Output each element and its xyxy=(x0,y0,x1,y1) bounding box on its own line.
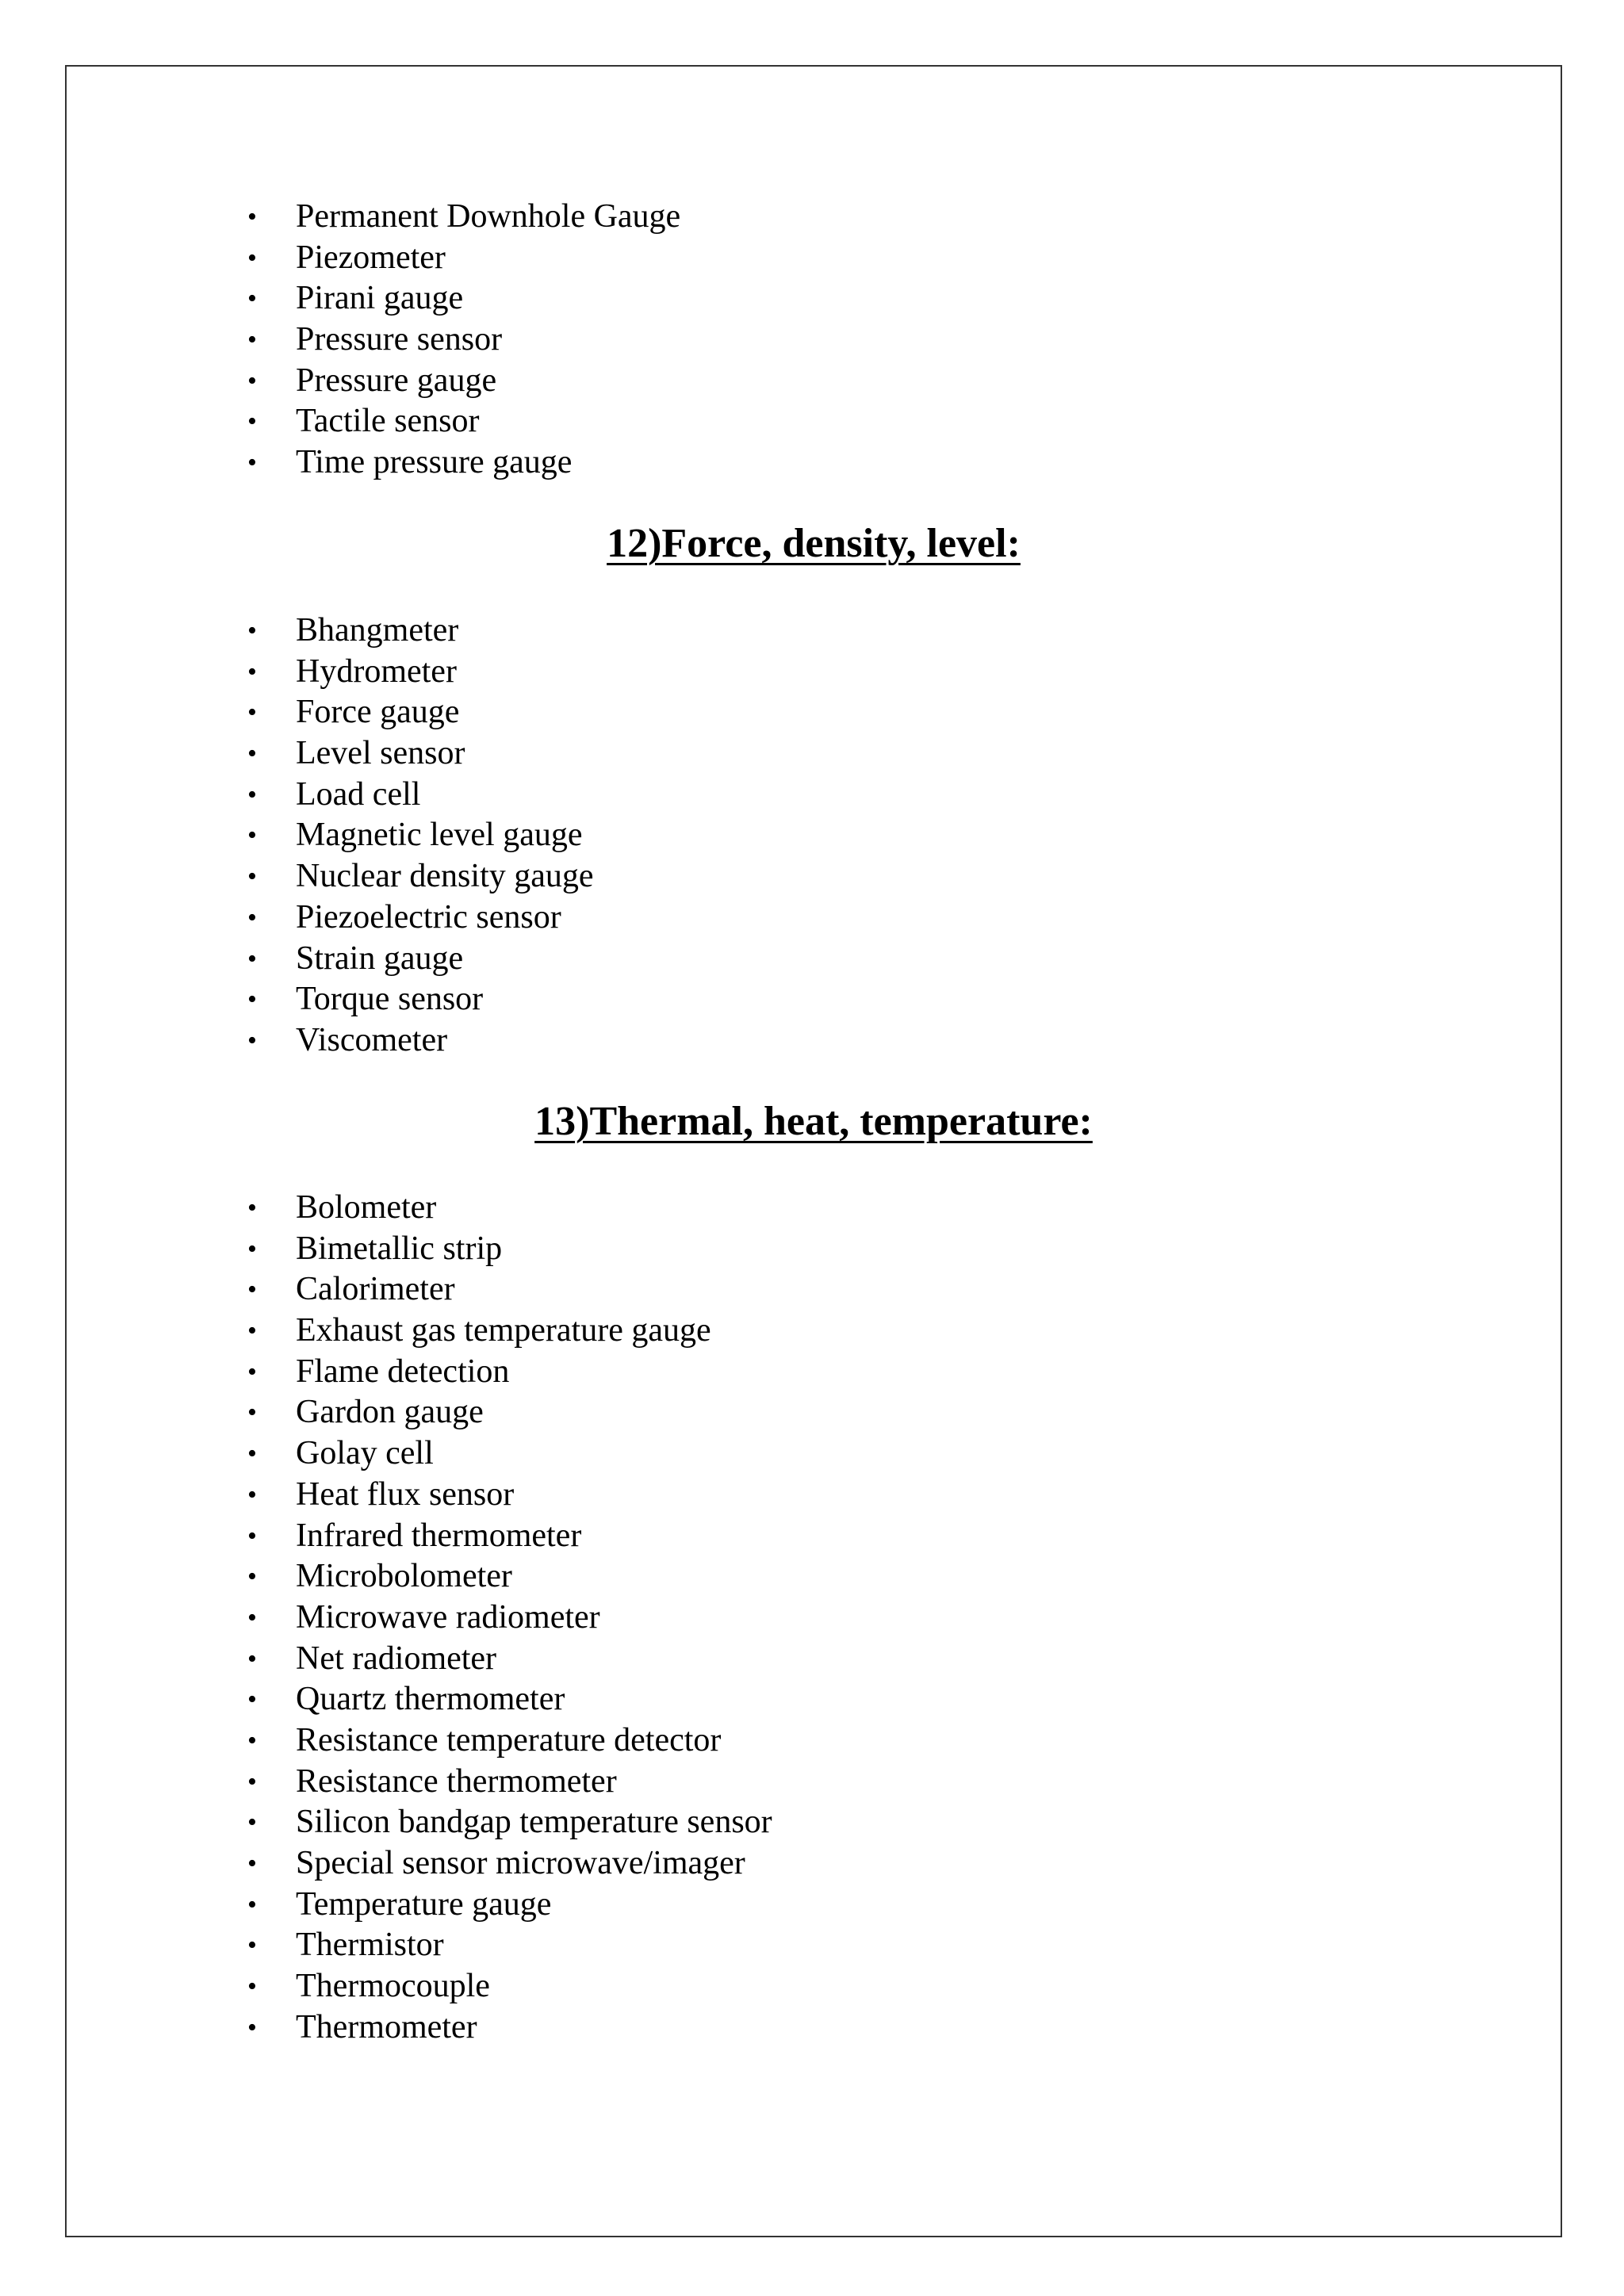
bullet-icon: • xyxy=(247,779,257,809)
list-item-text: Resistance thermometer xyxy=(296,1762,617,1800)
bullet-icon: • xyxy=(247,1439,257,1469)
bullet-icon: • xyxy=(247,448,257,478)
list-item-text: Resistance temperature detector xyxy=(296,1721,722,1758)
list-item-text: Pressure gauge xyxy=(296,362,497,399)
bullet-icon: • xyxy=(247,1889,257,1919)
list-item-text: Magnetic level gauge xyxy=(296,817,583,854)
list-item-text: Temperature gauge xyxy=(296,1885,552,1923)
bullet-icon: • xyxy=(247,1398,257,1428)
list-item-text: Nuclear density gauge xyxy=(296,858,594,895)
bullet-icon: • xyxy=(247,943,257,974)
list-item-text: Pressure sensor xyxy=(296,321,503,358)
list-item-text: Time pressure gauge xyxy=(296,444,573,481)
bullet-icon: • xyxy=(247,1275,257,1305)
list-item-text: Tactile sensor xyxy=(296,403,480,440)
list-item-text: Gardon gauge xyxy=(296,1394,484,1431)
list-item-text: Flame detection xyxy=(296,1353,510,1390)
bullet-icon: • xyxy=(247,365,257,396)
bullet-icon: • xyxy=(247,1521,257,1551)
bullet-icon: • xyxy=(247,698,257,728)
list-item-text: Golay cell xyxy=(296,1435,434,1472)
list-item-text: Quartz thermometer xyxy=(296,1681,565,1718)
list-item-text: Silicon bandgap temperature sensor xyxy=(296,1804,772,1841)
list-item-text: Permanent Downhole Gauge xyxy=(296,198,681,235)
bullet-icon: • xyxy=(247,407,257,437)
bullet-icon: • xyxy=(247,1685,257,1715)
bullet-icon: • xyxy=(247,243,257,273)
bullet-icon: • xyxy=(247,1644,257,1674)
list-item-text: Infrared thermometer xyxy=(296,1517,582,1554)
section-13-heading: 13)Thermal, heat, temperature: xyxy=(534,1099,1093,1144)
bullet-icon: • xyxy=(247,1316,257,1346)
bullet-icon: • xyxy=(247,616,257,645)
bullet-icon: • xyxy=(247,1234,257,1264)
list-item-text: Microwave radiometer xyxy=(296,1598,600,1636)
bullet-icon: • xyxy=(247,1193,257,1223)
list-item-text: Thermocouple xyxy=(296,1968,490,2005)
list-item-text: Strain gauge xyxy=(296,939,464,977)
bullet-icon: • xyxy=(247,284,257,314)
list-item-text: Bimetallic strip xyxy=(296,1230,503,1267)
bullet-icon: • xyxy=(247,902,257,932)
bullet-icon: • xyxy=(247,2012,257,2042)
list-item-text: Level sensor xyxy=(296,735,465,772)
list-item-text: Force gauge xyxy=(296,694,460,731)
bullet-icon: • xyxy=(247,1725,257,1755)
list-item-text: Bhangmeter xyxy=(296,612,459,649)
list-item-text: Thermistor xyxy=(296,1927,444,1964)
bullet-icon: • xyxy=(247,739,257,769)
bullet-icon: • xyxy=(247,1562,257,1592)
bullet-icon: • xyxy=(247,325,257,355)
section-12-heading: 12)Force, density, level: xyxy=(607,521,1021,566)
list-item-text: Net radiometer xyxy=(296,1640,497,1677)
page-border xyxy=(65,65,1562,2237)
bullet-icon: • xyxy=(247,1602,257,1632)
bullet-icon: • xyxy=(247,1766,257,1797)
list-item-text: Special sensor microwave/imager xyxy=(296,1845,745,1881)
bullet-icon: • xyxy=(247,1025,257,1055)
list-item-text: Piezometer xyxy=(296,239,446,276)
list-item-text: Microbolometer xyxy=(296,1558,512,1595)
list-item-text: Pirani gauge xyxy=(296,280,464,317)
bullet-icon: • xyxy=(247,1931,257,1961)
list-item-text: Exhaust gas temperature gauge xyxy=(296,1312,711,1349)
list-item-text: Viscometer xyxy=(296,1021,448,1058)
list-item-text: Heat flux sensor xyxy=(296,1475,515,1513)
list-item-text: Load cell xyxy=(296,775,421,813)
bullet-icon: • xyxy=(247,656,257,687)
bullet-icon: • xyxy=(247,985,257,1015)
list-item-text: Calorimeter xyxy=(296,1271,455,1308)
list-item-text: Piezoelectric sensor xyxy=(296,898,561,936)
bullet-icon: • xyxy=(247,202,257,232)
list-item-text: Thermometer xyxy=(296,2008,477,2045)
bullet-icon: • xyxy=(247,1849,257,1878)
bullet-icon: • xyxy=(247,1479,257,1510)
bullet-icon: • xyxy=(247,862,257,892)
bullet-icon: • xyxy=(247,1357,257,1387)
bullet-icon: • xyxy=(247,821,257,851)
bullet-icon: • xyxy=(247,1972,257,2002)
bullet-icon: • xyxy=(247,1808,257,1838)
list-item-text: Torque sensor xyxy=(296,981,484,1018)
list-item-text: Hydrometer xyxy=(296,652,457,690)
list-item-text: Bolometer xyxy=(296,1189,437,1226)
